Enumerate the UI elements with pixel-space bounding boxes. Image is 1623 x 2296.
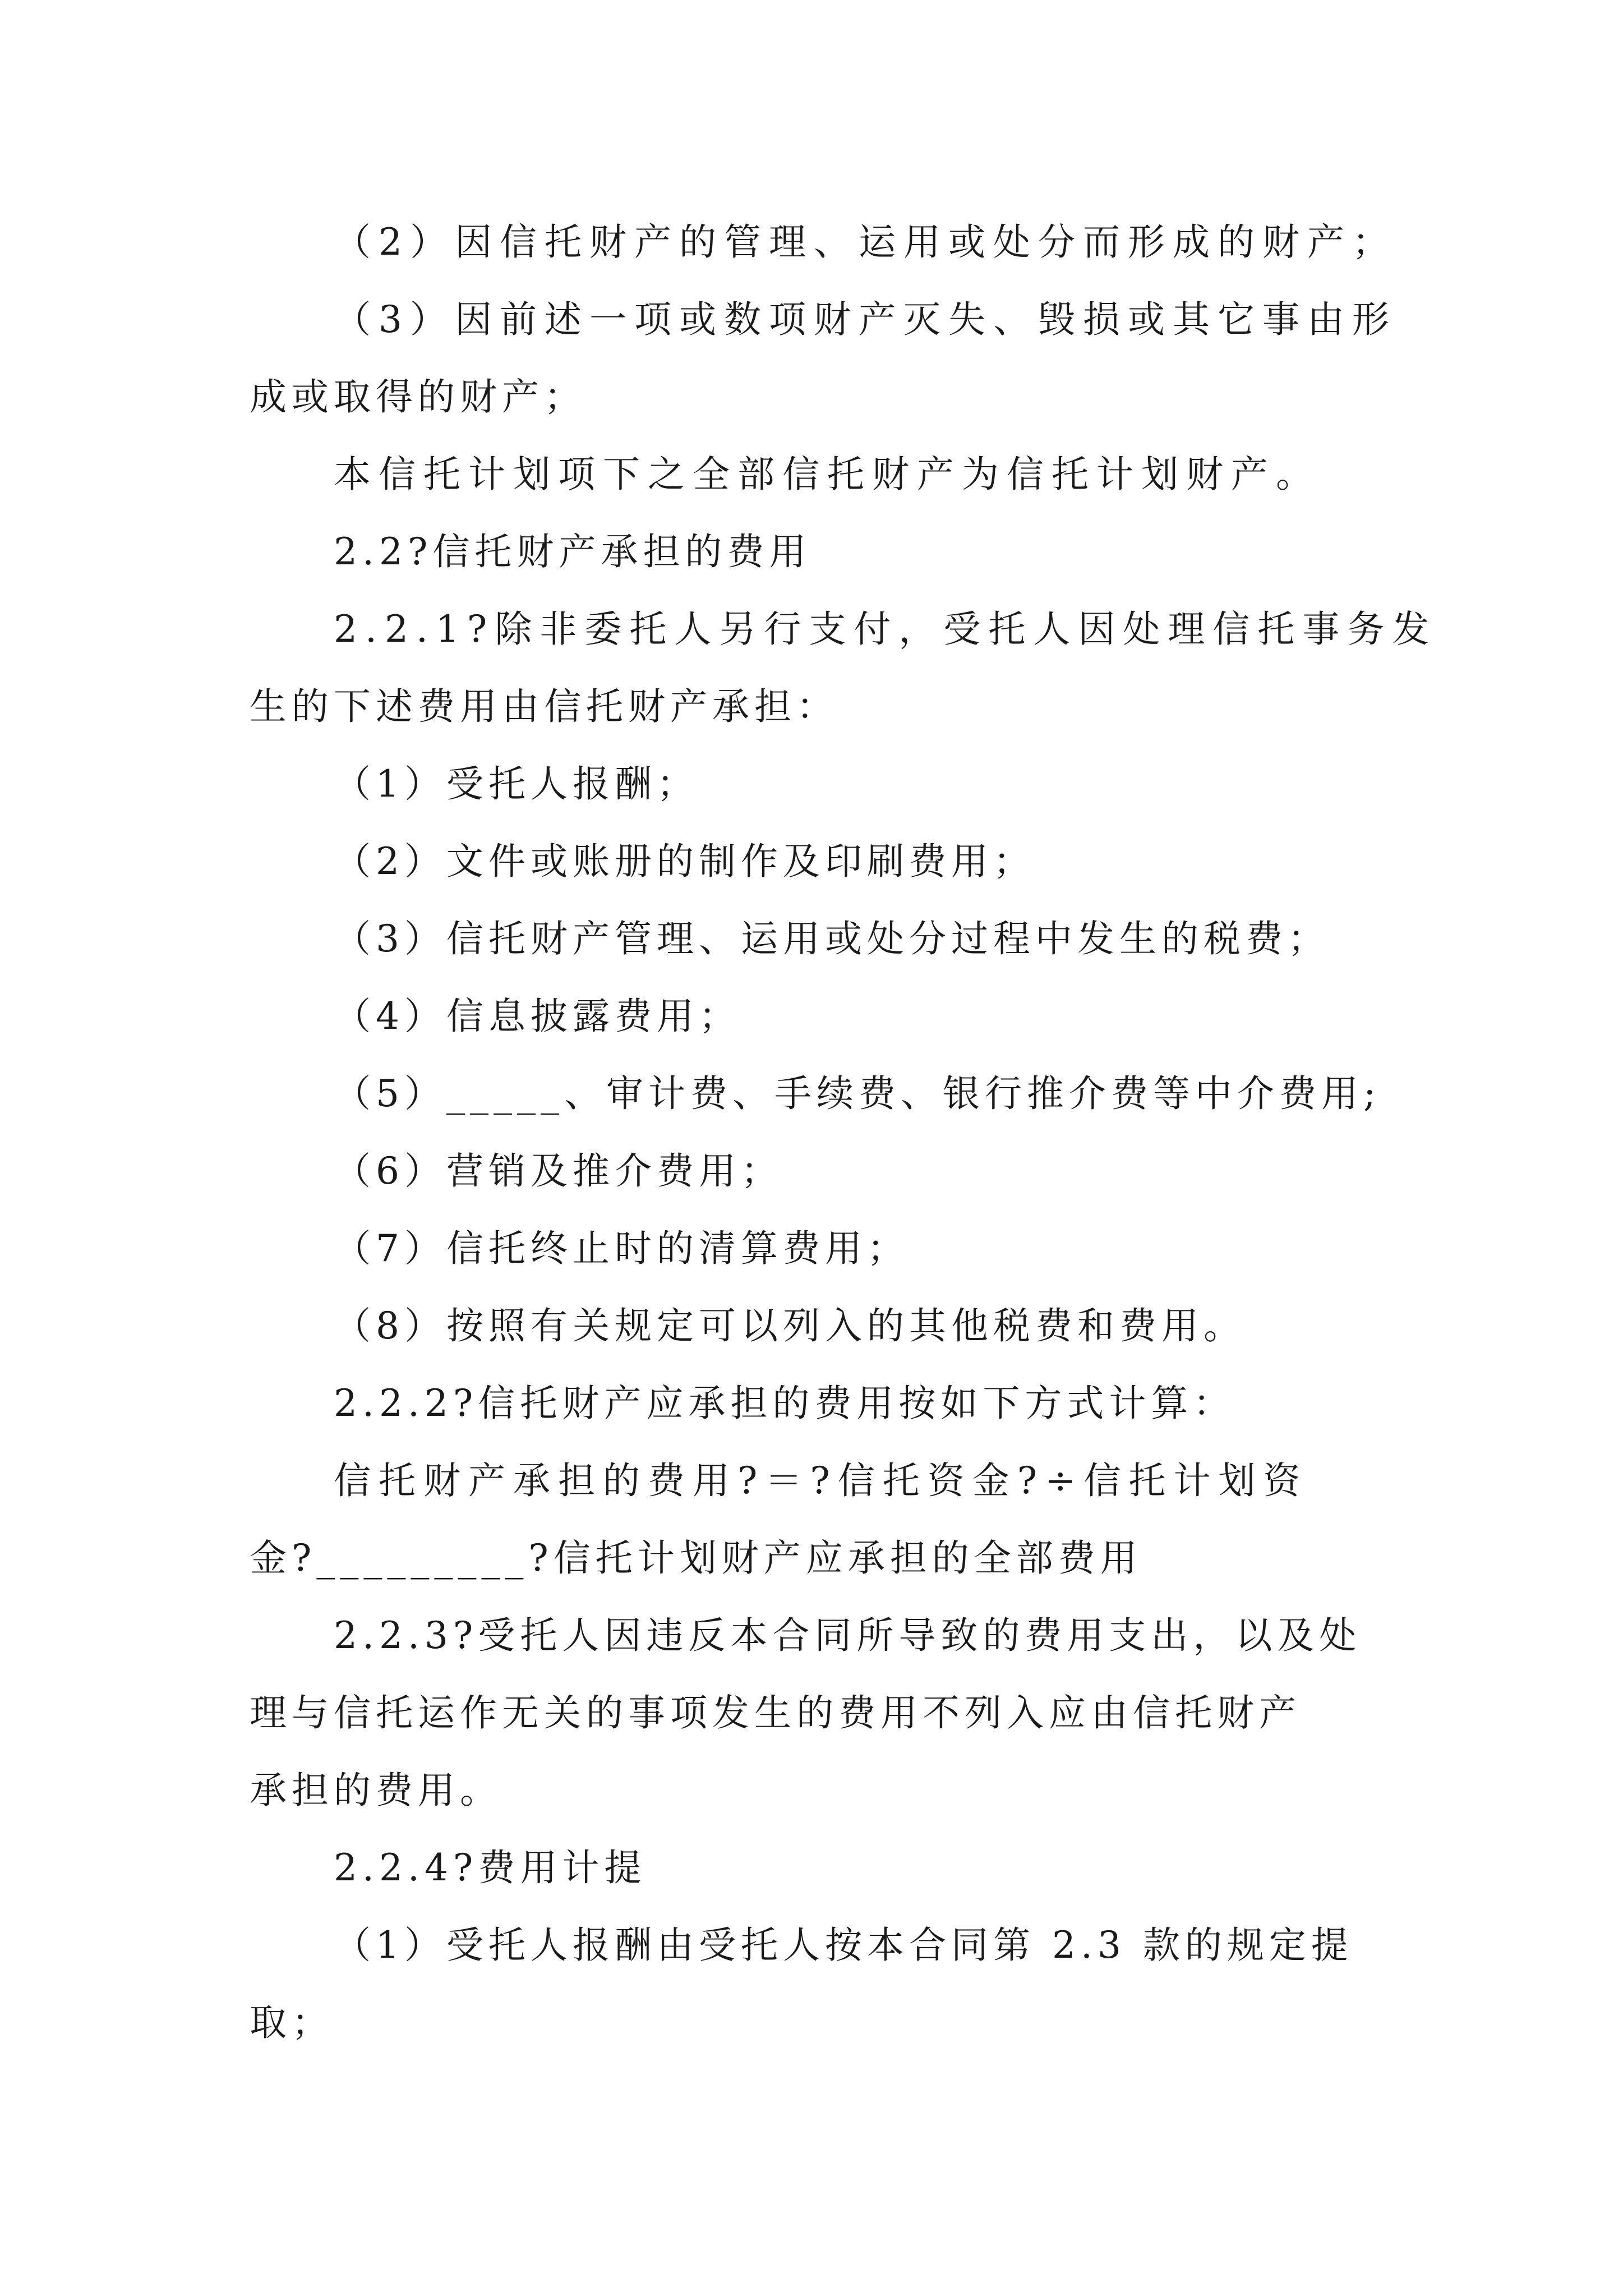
formula-line: 金?_________?信托计划财产应承担的全部费用 (250, 1536, 1142, 1580)
list-item: （2）文件或账册的制作及印刷费用； (334, 840, 1035, 883)
list-item: （8）按照有关规定可以列入的其他税费和费用。 (334, 1304, 1246, 1347)
text-line: 生的下述费用由信托财产承担： (250, 685, 838, 728)
list-item: （6）营销及推介费用； (334, 1149, 783, 1193)
text-line: 取； (250, 2001, 334, 2044)
section-heading: 2.2.4?费用计提 (334, 1846, 647, 1889)
text-line: 本信托计划项下之全部信托财产为信托计划财产。 (334, 453, 1321, 496)
list-item: （3）信托财产管理、运用或处分过程中发生的税费； (334, 917, 1330, 960)
text-line: 2.2.3?受托人因违反本合同所导致的费用支出，以及处 (334, 1614, 1362, 1657)
formula-line: 信托财产承担的费用?＝?信托资金?÷信托计划资 (334, 1459, 1308, 1502)
section-heading: 2.2?信托财产承担的费用 (334, 530, 811, 573)
list-item: （7）信托终止时的清算费用； (334, 1227, 909, 1270)
text-line: 理与信托运作无关的事项发生的费用不列入应由信托财产 (250, 1691, 1301, 1734)
text-line: （2）因信托财产的管理、运用或处分而形成的财产； (334, 220, 1397, 264)
text-line: 2.2.2?信托财产应承担的费用按如下方式计算： (334, 1382, 1235, 1425)
text-line: （3）因前述一项或数项财产灭失、毁损或其它事由形 (334, 298, 1397, 341)
list-item: （1）受托人报酬； (334, 762, 699, 806)
list-item: （5）_____、审计费、手续费、银行推介费等中介费用; (334, 1072, 1381, 1115)
list-item: （4）信息披露费用； (334, 995, 741, 1038)
text-line: 承担的费用。 (250, 1769, 502, 1812)
text-line: 2.2.1?除非委托人另行支付，受托人因处理信托事务发 (334, 608, 1437, 651)
text-line: 成或取得的财产； (250, 375, 586, 418)
list-item: （1）受托人报酬由受托人按本合同第 2.3 款的规定提 (334, 1924, 1353, 1967)
